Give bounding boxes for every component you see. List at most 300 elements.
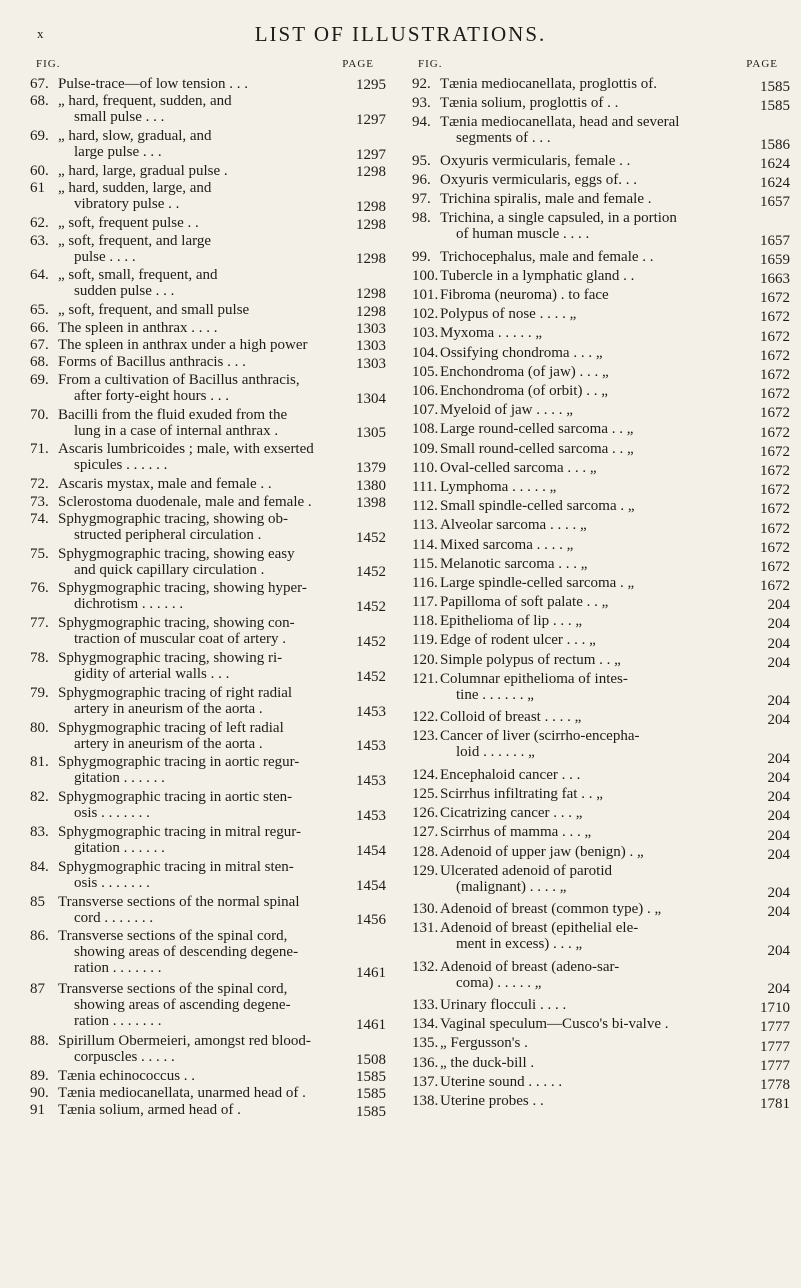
entry-caption: Sphygmographic tracing, showing hyper- — [58, 580, 307, 597]
entry-page-number: 1585 — [356, 1086, 386, 1103]
left-column-header — [30, 58, 386, 76]
entry-number: 121. — [412, 670, 439, 687]
entry-caption: Sphygmographic tracing in aortic sten- — [58, 789, 293, 806]
entry-page-number: 1452 — [356, 599, 386, 616]
index-entry — [30, 215, 386, 232]
entry-caption-continued: tine . . . . . . „ — [456, 686, 534, 703]
entry-page-number: 1398 — [356, 494, 386, 511]
index-entry — [30, 1102, 386, 1119]
index-entry — [412, 517, 790, 536]
page-heading: PAGE — [746, 58, 778, 70]
entry-number: 84. — [30, 858, 49, 875]
entry-number: 115. — [412, 555, 438, 572]
entry-number: 82. — [30, 789, 49, 806]
entry-caption-continued: artery in aneurism of the aorta . — [74, 700, 263, 717]
entry-page-number: 1710 — [760, 1000, 790, 1017]
index-entry — [30, 685, 386, 720]
index-entry — [30, 76, 386, 93]
entry-number: 124. — [412, 766, 439, 783]
index-entry — [30, 754, 386, 789]
index-entry — [412, 728, 790, 766]
index-entry — [412, 863, 790, 901]
entry-page-number: 204 — [767, 635, 790, 652]
index-entry — [412, 153, 790, 172]
entry-page-number: 204 — [767, 770, 790, 786]
entry-caption: Bacilli from the fluid exuded from the — [58, 406, 288, 423]
entry-caption: Trichina spiralis, male and female . — [440, 191, 652, 208]
entry-page-number: 1672 — [760, 482, 790, 499]
index-entry — [30, 354, 386, 371]
entry-number: 118. — [412, 613, 438, 630]
entry-page-number: 1672 — [760, 347, 790, 364]
entry-caption-continued: gidity of arterial walls . . . — [74, 666, 230, 683]
index-entry — [412, 95, 790, 114]
index-entry — [412, 671, 790, 709]
index-entry — [30, 546, 386, 581]
entry-page-number: 1461 — [356, 964, 386, 981]
entry-page-number: 1672 — [760, 520, 790, 537]
entry-number: 122. — [412, 709, 439, 726]
index-entry — [412, 498, 790, 517]
index-entry — [412, 287, 790, 306]
entry-caption: Cancer of liver (scirrho-encepha- — [440, 728, 640, 745]
index-entry — [412, 383, 790, 402]
entry-page-number: 1452 — [356, 529, 386, 546]
entry-number: 74. — [30, 510, 49, 527]
entry-number: 71. — [30, 441, 49, 458]
entry-page-number: 1586 — [760, 136, 790, 153]
entry-number: 83. — [30, 824, 49, 841]
index-entry — [412, 805, 790, 824]
entry-number: 69. — [30, 128, 49, 145]
index-entry — [30, 824, 386, 859]
entry-page-number: 1672 — [760, 443, 790, 460]
entry-page-number: 204 — [767, 712, 790, 729]
entry-page-number: 204 — [767, 827, 790, 844]
entry-page-number: 204 — [767, 654, 790, 671]
entry-caption: Small round-celled sarcoma . . „ — [440, 440, 634, 457]
entry-caption: Colloid of breast . . . . „ — [440, 709, 582, 726]
entry-caption: Vaginal speculum—Cusco's bi-valve . — [440, 1016, 669, 1033]
index-entry — [412, 824, 790, 843]
entry-caption: Sclerostoma duodenale, male and female . — [58, 493, 312, 510]
entry-page-number: 1453 — [356, 773, 386, 790]
entry-number: 92. — [412, 76, 431, 92]
entry-caption: Trichocephalus, male and female . . — [440, 248, 654, 265]
entry-page-number: 1304 — [356, 390, 386, 407]
entry-caption: „ hard, large, gradual pulse . — [58, 162, 228, 179]
entry-number: 113. — [412, 517, 438, 534]
entry-caption-continued: spicules . . . . . . — [74, 457, 168, 474]
entry-number: 100. — [412, 267, 439, 284]
index-entry — [412, 844, 790, 863]
entry-page-number: 204 — [767, 597, 790, 614]
entry-caption: Fibroma (neuroma) . to face — [440, 287, 609, 304]
entry-number: 60. — [30, 162, 49, 179]
entry-number: 85 — [30, 893, 45, 910]
entry-caption: Myxoma . . . . . „ — [440, 325, 543, 342]
entry-page-number: 1453 — [356, 738, 386, 755]
index-entry — [30, 720, 386, 755]
entry-page-number: 1672 — [760, 386, 790, 403]
index-entry — [412, 767, 790, 786]
entry-number: 68. — [30, 354, 49, 371]
index-entry — [412, 345, 790, 364]
entry-number: 138. — [412, 1093, 439, 1110]
entry-caption: Sphygmographic tracing in mitral regur- — [58, 824, 301, 841]
entry-number: 75. — [30, 545, 49, 562]
entry-number: 72. — [30, 476, 49, 493]
index-entry — [412, 460, 790, 479]
entry-page-number: 1672 — [760, 578, 790, 595]
fig-heading: FIG. — [36, 58, 61, 70]
index-entry — [412, 210, 790, 248]
entry-page-number: 204 — [767, 981, 790, 998]
index-entry — [412, 114, 790, 152]
entry-number: 65. — [30, 302, 49, 319]
entry-caption: Large round-celled sarcoma . . „ — [440, 421, 634, 438]
entry-number: 107. — [412, 402, 439, 419]
entry-caption: Adenoid of breast (common type) . „ — [440, 901, 662, 918]
entry-number: 101. — [412, 287, 439, 304]
entry-page-number: 1624 — [760, 155, 790, 172]
index-entry — [30, 163, 386, 180]
entry-number: 78. — [30, 650, 49, 667]
entry-caption-continued: osis . . . . . . . — [74, 805, 150, 822]
entry-page-number: 1452 — [356, 634, 386, 651]
index-entry — [412, 613, 790, 632]
entry-page-number: 1585 — [356, 1069, 386, 1086]
entry-number: 108. — [412, 421, 439, 438]
entry-caption: „ the duck-bill . — [440, 1054, 535, 1071]
page-heading: PAGE — [342, 58, 374, 70]
entry-number: 103. — [412, 325, 439, 342]
entry-page-number: 1672 — [760, 501, 790, 518]
entry-caption: Large spindle-celled sarcoma . „ — [440, 574, 635, 591]
index-entry — [30, 859, 386, 894]
entry-number: 126. — [412, 805, 439, 822]
entry-caption: Tænia solium, proglottis of . . — [440, 95, 619, 112]
entry-caption: Forms of Bacillus anthracis . . . — [58, 354, 246, 371]
entry-number: 114. — [412, 536, 438, 553]
index-entry — [30, 1068, 386, 1085]
index-entry — [30, 302, 386, 319]
index-entry — [412, 1016, 790, 1035]
entry-page-number: 1672 — [760, 290, 790, 307]
entry-number: 130. — [412, 901, 439, 918]
index-entry — [30, 981, 386, 1033]
entry-number: 76. — [30, 580, 49, 597]
index-entry — [30, 128, 386, 163]
index-entry — [412, 268, 790, 287]
entry-caption: Trichina, a single capsuled, in a portion — [440, 210, 677, 227]
entry-number: 137. — [412, 1073, 439, 1090]
entry-caption-continued: cord . . . . . . . — [74, 909, 154, 926]
entry-number: 120. — [412, 651, 439, 668]
entry-caption: „ Fergusson's . — [440, 1035, 528, 1052]
page-title: LIST OF ILLUSTRATIONS. — [254, 22, 547, 46]
index-entry — [30, 615, 386, 650]
index-entry — [30, 372, 386, 407]
index-entry — [412, 249, 790, 268]
entry-number: 67. — [30, 336, 49, 353]
entry-caption-continued: lung in a case of internal anthrax . — [74, 422, 279, 439]
entry-page-number: 1379 — [356, 460, 386, 477]
entry-page-number: 1624 — [760, 175, 790, 192]
index-entry — [412, 1055, 790, 1074]
entry-caption: Pulse-trace—of low tension . . . — [58, 76, 248, 92]
entry-caption-continued: showing areas of descending degene- — [74, 944, 299, 961]
entry-number: 102. — [412, 306, 439, 323]
entry-number: 68. — [30, 93, 49, 110]
entry-caption: „ hard, frequent, sudden, and — [58, 93, 232, 110]
entry-caption: Columnar epithelioma of intes- — [440, 670, 628, 687]
entry-caption: Tænia mediocanellata, head and several — [440, 114, 680, 131]
entry-page-number: 204 — [767, 885, 790, 902]
index-entry — [412, 709, 790, 728]
entry-page-number: 1508 — [356, 1051, 386, 1068]
entry-page-number: 1303 — [356, 338, 386, 355]
entry-page-number: 204 — [767, 846, 790, 863]
entry-number: 79. — [30, 684, 49, 701]
entry-number: 128. — [412, 843, 439, 860]
left-entry-list — [30, 76, 386, 1120]
entry-page-number: 1672 — [760, 328, 790, 345]
entry-number: 132. — [412, 958, 439, 975]
entry-caption: „ soft, small, frequent, and — [58, 267, 218, 284]
entry-caption: Oval-celled sarcoma . . . „ — [440, 459, 597, 476]
entry-caption: „ soft, frequent pulse . . — [58, 215, 199, 232]
entry-number: 91 — [30, 1102, 45, 1119]
entry-number: 96. — [412, 171, 431, 188]
entry-caption: Urinary flocculi . . . . — [440, 997, 567, 1014]
entry-page-number: 204 — [767, 942, 790, 959]
entry-caption: „ hard, sudden, large, and — [58, 180, 212, 197]
entry-caption: Sphygmographic tracing in mitral sten- — [58, 858, 294, 875]
index-entry — [412, 632, 790, 651]
entry-caption: Ulcerated adenoid of parotid — [440, 862, 613, 879]
entry-caption: Epithelioma of lip . . . „ — [440, 613, 583, 630]
entry-page-number: 1454 — [356, 842, 386, 859]
entry-page-number: 1657 — [760, 232, 790, 249]
index-entry — [412, 76, 790, 95]
entry-caption: From a cultivation of Bacillus anthracis, — [58, 371, 300, 388]
entry-number: 66. — [30, 319, 49, 336]
entry-number: 109. — [412, 440, 439, 457]
index-entry — [412, 920, 790, 958]
entry-page-number: 1298 — [356, 164, 386, 181]
entry-caption: „ soft, frequent, and small pulse — [58, 302, 250, 319]
entry-number: 99. — [412, 248, 431, 265]
entry-page-number: 1585 — [760, 98, 790, 115]
entry-caption: Sphygmographic tracing of left radial — [58, 719, 284, 736]
entry-page-number: 1305 — [356, 425, 386, 442]
entry-number: 129. — [412, 862, 439, 879]
entry-caption: Sphygmographic tracing of right radial — [58, 684, 293, 701]
entry-caption-continued: artery in aneurism of the aorta . — [74, 735, 263, 752]
index-entry — [30, 337, 386, 354]
entry-caption-continued: corpuscles . . . . . — [74, 1048, 175, 1065]
entry-page-number: 1672 — [760, 309, 790, 326]
entry-number: 93. — [412, 95, 431, 112]
entry-page-number: 1672 — [760, 405, 790, 422]
index-entry — [30, 441, 386, 476]
entry-caption: The spleen in anthrax under a high power — [58, 336, 308, 353]
entry-page-number: 1297 — [356, 112, 386, 129]
entry-caption-continued: dichrotism . . . . . . — [74, 596, 184, 613]
entry-number: 69. — [30, 371, 49, 388]
entry-page-number: 1298 — [356, 251, 386, 268]
index-entry — [412, 556, 790, 575]
page-folio: x — [37, 26, 44, 41]
entry-number: 88. — [30, 1032, 49, 1049]
entry-caption: Uterine sound . . . . . — [440, 1073, 563, 1090]
entry-page-number: 1461 — [356, 1016, 386, 1033]
index-entry — [412, 1074, 790, 1093]
entry-page-number: 1672 — [760, 462, 790, 479]
entry-number: 67. — [30, 76, 49, 92]
entry-caption: Cicatrizing cancer . . . „ — [440, 805, 583, 822]
entry-caption: Transverse sections of the normal spinal — [58, 893, 300, 910]
entry-number: 104. — [412, 344, 439, 361]
entry-page-number: 204 — [767, 904, 790, 921]
entry-number: 94. — [412, 114, 431, 131]
entry-caption: Alveolar sarcoma . . . . „ — [440, 517, 587, 534]
entry-number: 135. — [412, 1035, 439, 1052]
index-entry — [30, 320, 386, 337]
entry-caption-continued: gitation . . . . . . — [74, 840, 165, 857]
entry-number: 89. — [30, 1067, 49, 1084]
entry-caption: Spirillum Obermeieri, amongst red blood- — [58, 1032, 311, 1049]
entry-caption: Oxyuris vermicularis, eggs of. . . — [440, 171, 638, 188]
entry-number: 127. — [412, 824, 439, 841]
entry-caption-continued: of human muscle . . . . — [456, 226, 590, 243]
index-entry — [412, 594, 790, 613]
entry-caption: Uterine probes . . — [440, 1093, 544, 1110]
entry-number: 117. — [412, 594, 438, 611]
index-entry — [412, 325, 790, 344]
entry-page-number: 204 — [767, 789, 790, 806]
entry-number: 131. — [412, 920, 439, 937]
entry-page-number: 1585 — [760, 79, 790, 96]
index-entry — [30, 267, 386, 302]
index-entry — [30, 928, 386, 980]
index-entry — [412, 652, 790, 671]
entry-caption-continued: ment in excess) . . . „ — [456, 936, 583, 953]
entry-number: 105. — [412, 363, 439, 380]
entry-page-number: 1781 — [760, 1096, 790, 1113]
entry-caption: Small spindle-celled sarcoma . „ — [440, 498, 635, 515]
index-entry — [412, 441, 790, 460]
index-entry — [30, 180, 386, 215]
entry-page-number: 1298 — [356, 286, 386, 303]
entry-number: 98. — [412, 210, 431, 227]
entry-page-number: 1295 — [356, 77, 386, 94]
entry-caption: Adenoid of breast (epithelial ele- — [440, 920, 639, 937]
entry-caption-continued: vibratory pulse . . — [74, 196, 180, 213]
entry-page-number: 204 — [767, 750, 790, 767]
entry-caption: Mixed sarcoma . . . . „ — [440, 536, 574, 553]
entry-caption: „ hard, slow, gradual, and — [58, 128, 212, 145]
right-entry-list — [412, 76, 790, 1112]
entry-number: 86. — [30, 928, 49, 945]
entry-caption-continued: gitation . . . . . . — [74, 770, 165, 787]
index-entry — [412, 479, 790, 498]
entry-caption: Tænia mediocanellata, proglottis of. — [440, 76, 658, 92]
entry-caption-continued: (malignant) . . . . „ — [456, 878, 567, 895]
entry-page-number: 1298 — [356, 216, 386, 233]
entry-caption: Scirrhus of mamma . . . „ — [440, 824, 592, 841]
index-entry — [30, 650, 386, 685]
entry-page-number: 1298 — [356, 199, 386, 216]
entry-caption: Sphygmographic tracing, showing ob- — [58, 510, 288, 527]
entry-caption: Transverse sections of the spinal cord, — [58, 928, 288, 945]
entry-caption-continued: coma) . . . . . „ — [456, 974, 542, 991]
entry-caption: Melanotic sarcoma . . . „ — [440, 555, 588, 572]
entry-number: 95. — [412, 152, 431, 169]
entry-page-number: 1303 — [356, 320, 386, 337]
entry-page-number: 1452 — [356, 668, 386, 685]
entry-page-number: 1585 — [356, 1103, 386, 1120]
entry-page-number: 1454 — [356, 877, 386, 894]
entry-page-number: 204 — [767, 693, 790, 710]
entry-page-number: 1672 — [760, 424, 790, 441]
index-entry — [412, 172, 790, 191]
entry-page-number: 1778 — [760, 1077, 790, 1094]
index-entry — [30, 407, 386, 442]
entry-page-number: 1672 — [760, 539, 790, 556]
entry-caption: Encephaloid cancer . . . — [440, 766, 581, 783]
entry-number: 62. — [30, 215, 49, 232]
entry-caption-continued: pulse . . . . — [74, 248, 136, 265]
entry-caption-continued: traction of muscular coat of artery . — [74, 631, 286, 648]
index-entry — [30, 494, 386, 511]
entry-number: 63. — [30, 232, 49, 249]
entry-number: 110. — [412, 459, 438, 476]
entry-page-number: 1659 — [760, 251, 790, 268]
entry-number: 81. — [30, 754, 49, 771]
index-entry — [412, 959, 790, 997]
index-entry — [30, 93, 386, 128]
right-column-header — [412, 58, 790, 76]
entry-caption: Sphygmographic tracing, showing ri- — [58, 650, 283, 667]
entry-caption-continued: osis . . . . . . . — [74, 874, 150, 891]
entry-page-number: 1456 — [356, 912, 386, 929]
entry-number: 77. — [30, 615, 49, 632]
entry-caption-continued: showing areas of ascending degene- — [74, 996, 291, 1013]
entry-caption: Lymphoma . . . . . „ — [440, 478, 557, 495]
index-entry — [412, 1035, 790, 1054]
entry-caption: Tænia solium, armed head of . — [58, 1102, 241, 1119]
entry-page-number: 1777 — [760, 1038, 790, 1055]
entry-caption: Simple polypus of rectum . . „ — [440, 651, 621, 668]
entry-caption: Edge of rodent ulcer . . . „ — [440, 632, 596, 649]
entry-number: 112. — [412, 498, 438, 515]
entry-page-number: 1663 — [760, 271, 790, 288]
entry-number: 111. — [412, 478, 438, 495]
entry-page-number: 1777 — [760, 1019, 790, 1036]
entry-page-number: 1672 — [760, 367, 790, 384]
index-entry — [412, 537, 790, 556]
entry-caption-continued: segments of . . . — [456, 130, 551, 147]
index-entry — [412, 901, 790, 920]
entry-caption: Ascaris lumbricoides ; male, with exserted — [58, 441, 314, 458]
index-entry — [412, 786, 790, 805]
entry-caption: Tænia mediocanellata, unarmed head of . — [58, 1085, 306, 1102]
entry-caption-continued: ration . . . . . . . — [74, 960, 162, 977]
entry-caption: Adenoid of upper jaw (benign) . „ — [440, 843, 644, 860]
index-entry — [412, 191, 790, 210]
